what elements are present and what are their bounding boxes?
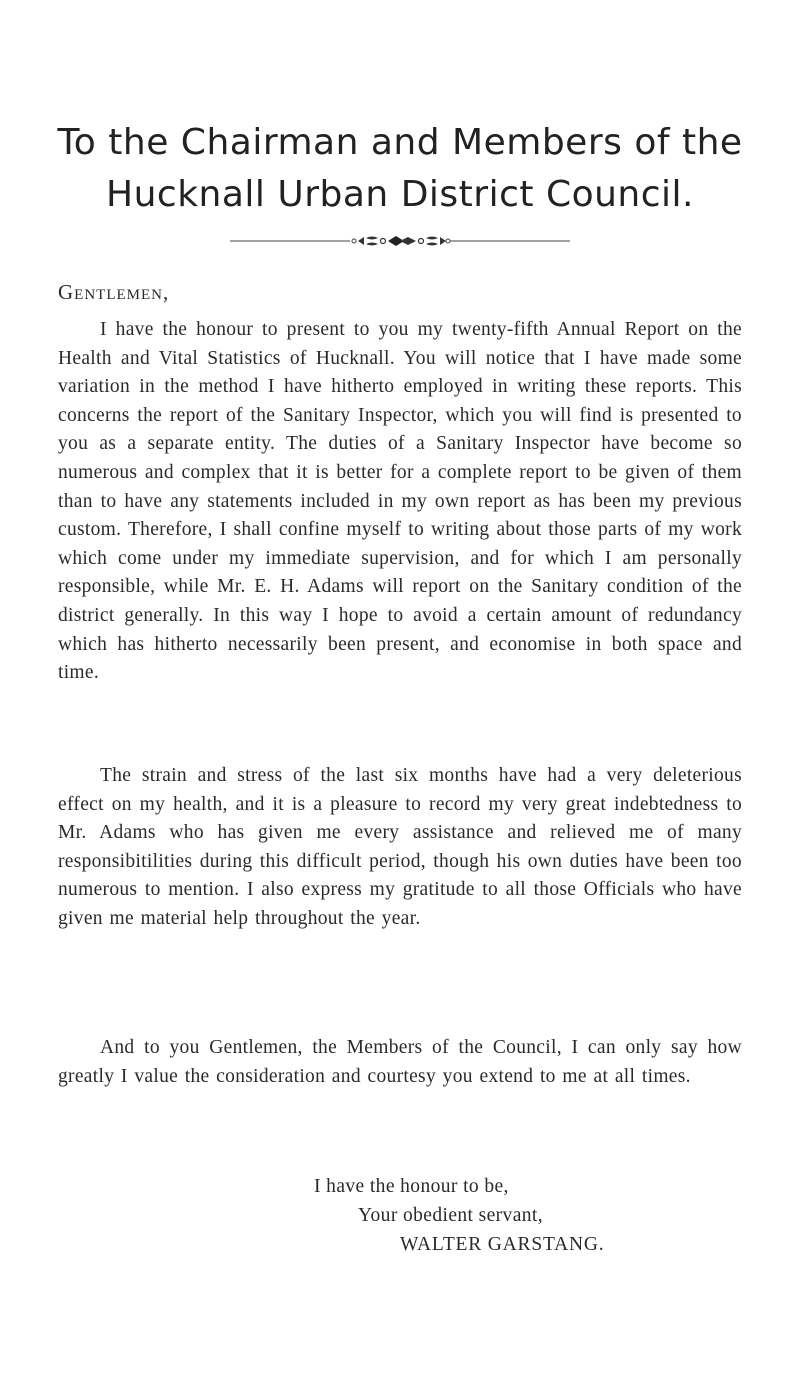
- salutation: Gentlemen,: [58, 280, 170, 304]
- closing-line-1: I have the honour to be,: [314, 1176, 509, 1197]
- paragraph-3: [58, 1034, 742, 1091]
- closing-line-2: Your obedient servant,: [358, 1205, 544, 1226]
- paragraph-3-text: And to you Gentlemen, the Members of the Council, I can only say how greatly I value the consideration and courtesy you extend to me at all times.: [58, 1037, 742, 1087]
- paragraph-2-text: The strain and stress of the last six months have had a very deleterious effect on my health, and it is a pleasure to record my very great indebtedness to Mr. Adams who has given me every assistance and relieved me of many responsibitilities during this difficult period, though his own duties have been too numerous to mention. I also express my gratitude to all those Officials who have given me material help throughout the year.: [58, 765, 742, 929]
- heading-line-2: Hucknall Urban District Council.: [106, 174, 694, 215]
- signature: WALTER GARSTANG.: [400, 1234, 605, 1255]
- paragraph-1-text: I have the honour to present to you my twenty-fifth Annual Report on the Health and Vital Statistics of Hucknall. You will notice that I have made some variation in the method I have hitherto employed in writing these reports. This concerns the report of the Sanitary Inspector, which you will find is presented to you as a separate entity. The duties of a Sanitary Inspector have become so numerous and complex that it is better for a complete report to be given of them than to have any statements included in my own report as has been my previous custom. Therefore, I shall confine myself to writing about those parts of my work which come under my immediate supervision, and for which I am personally responsible, while Mr. E. H. Adams will report on the Sanitary condition of the district generally. In this way I hope to avoid a certain amount of redundancy which has hitherto necessarily been present, and economise in both space and time.: [58, 319, 742, 684]
- heading-line-1: To the Chairman and Members of the: [57, 122, 743, 163]
- paragraph-1: [58, 316, 742, 688]
- paragraph-2: [58, 762, 742, 934]
- decorative-rule-icon: [230, 234, 570, 248]
